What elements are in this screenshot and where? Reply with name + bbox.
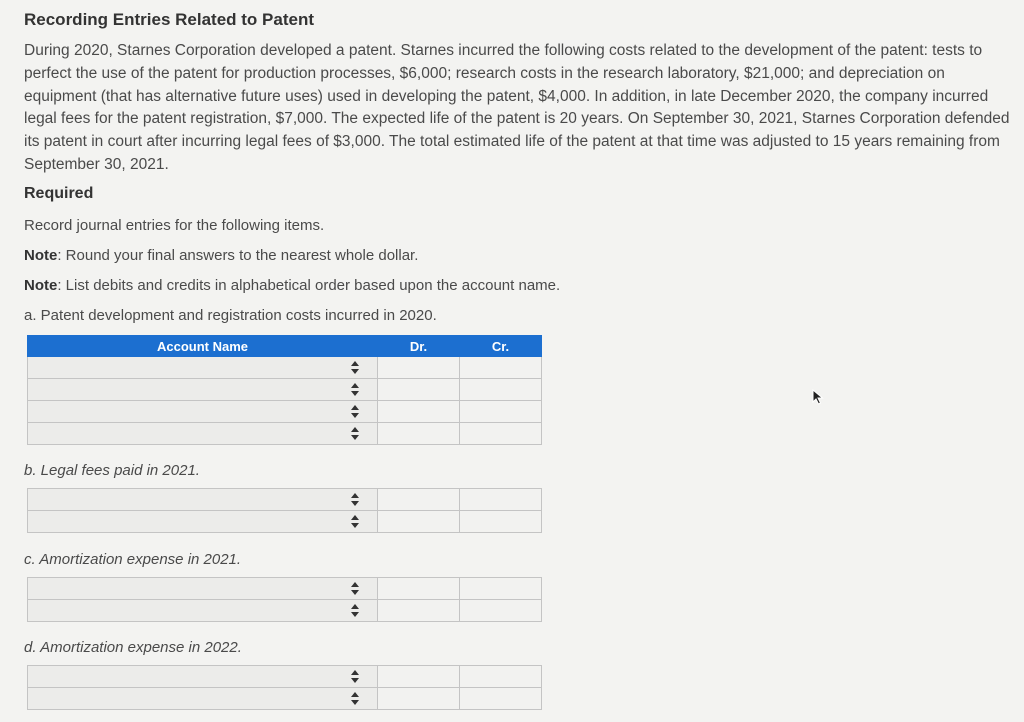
page-title: Recording Entries Related to Patent bbox=[24, 10, 314, 29]
debit-input[interactable] bbox=[378, 511, 460, 533]
up-down-arrows-icon bbox=[351, 361, 359, 374]
debit-header: Dr. bbox=[378, 336, 460, 357]
credit-input[interactable] bbox=[460, 688, 542, 710]
debit-input[interactable] bbox=[378, 489, 460, 511]
table-header-row bbox=[28, 336, 542, 357]
up-down-arrows-icon bbox=[351, 582, 359, 595]
debit-input[interactable] bbox=[378, 379, 460, 401]
debit-input[interactable] bbox=[378, 357, 460, 379]
up-down-arrows-icon bbox=[351, 604, 359, 617]
mouse-pointer-icon bbox=[812, 389, 824, 405]
required-heading: Required bbox=[24, 185, 94, 202]
note-text: : List debits and credits in alphabetical order based upon the account name. bbox=[57, 277, 561, 294]
table-row bbox=[28, 489, 542, 511]
journal-table-b bbox=[27, 488, 542, 533]
instruction-text: Record journal entries for the following items. bbox=[24, 217, 325, 234]
table-row bbox=[28, 511, 542, 533]
table-row bbox=[28, 423, 542, 445]
debit-input[interactable] bbox=[378, 666, 460, 688]
part-d-label: d. Amortization expense in 2022. bbox=[24, 639, 242, 656]
debit-input[interactable] bbox=[378, 401, 460, 423]
credit-input[interactable] bbox=[460, 600, 542, 622]
table-row bbox=[28, 401, 542, 423]
up-down-arrows-icon bbox=[351, 405, 359, 418]
credit-input[interactable] bbox=[460, 489, 542, 511]
credit-input[interactable] bbox=[460, 357, 542, 379]
table-row bbox=[28, 600, 542, 622]
journal-table-c bbox=[27, 577, 542, 622]
journal-table-d bbox=[27, 665, 542, 710]
account-select[interactable] bbox=[28, 489, 378, 511]
part-a-label: a. Patent development and registration costs incurred in 2020. bbox=[24, 307, 437, 324]
account-select[interactable] bbox=[28, 357, 378, 379]
table-row bbox=[28, 666, 542, 688]
up-down-arrows-icon bbox=[351, 383, 359, 396]
note-label: Note bbox=[24, 277, 58, 294]
credit-input[interactable] bbox=[460, 578, 542, 600]
part-b-label: b. Legal fees paid in 2021. bbox=[24, 462, 200, 479]
note-text: : Round your final answers to the nearest whole dollar. bbox=[57, 247, 419, 264]
debit-input[interactable] bbox=[378, 688, 460, 710]
account-select[interactable] bbox=[28, 401, 378, 423]
note-label: Note bbox=[24, 247, 58, 264]
credit-input[interactable] bbox=[460, 511, 542, 533]
table-row bbox=[28, 379, 542, 401]
account-select[interactable] bbox=[28, 578, 378, 600]
account-select[interactable] bbox=[28, 688, 378, 710]
credit-input[interactable] bbox=[460, 379, 542, 401]
account-name-header: Account Name bbox=[28, 336, 378, 357]
credit-input[interactable] bbox=[460, 423, 542, 445]
part-c-label: c. Amortization expense in 2021. bbox=[24, 551, 242, 568]
up-down-arrows-icon bbox=[351, 670, 359, 683]
table-row bbox=[28, 578, 542, 600]
debit-input[interactable] bbox=[378, 423, 460, 445]
journal-table-a bbox=[27, 335, 542, 445]
note-round bbox=[24, 247, 418, 264]
credit-header: Cr. bbox=[460, 336, 542, 357]
debit-input[interactable] bbox=[378, 578, 460, 600]
account-select[interactable] bbox=[28, 379, 378, 401]
account-select[interactable] bbox=[28, 423, 378, 445]
up-down-arrows-icon bbox=[351, 493, 359, 506]
account-select[interactable] bbox=[28, 511, 378, 533]
up-down-arrows-icon bbox=[351, 692, 359, 705]
up-down-arrows-icon bbox=[351, 427, 359, 440]
credit-input[interactable] bbox=[460, 401, 542, 423]
account-select[interactable] bbox=[28, 600, 378, 622]
account-select[interactable] bbox=[28, 666, 378, 688]
note-alphabetical bbox=[24, 277, 560, 294]
problem-description: During 2020, Starnes Corporation developed a patent. Starnes incurred the following costs related to the development of the patent: tests to perfect the use of the patent for production processes, $6,000; research costs in the research laboratory, $21,000; and depreciation on equipment (that has alternative future uses) used in developing the patent, $4,000. In addition, in late December 2020, the company incurred legal fees for the patent registration, $7,000. The expected life of the patent is 20 years. On September 30, 2021, Starnes Corporation defended its patent in court after incurring legal fees of $3,000. The total estimated life of the patent at that time was adjusted to 15 years remaining from September 30, 2021. bbox=[24, 42, 1010, 173]
table-row bbox=[28, 357, 542, 379]
credit-input[interactable] bbox=[460, 666, 542, 688]
up-down-arrows-icon bbox=[351, 515, 359, 528]
table-row bbox=[28, 688, 542, 710]
debit-input[interactable] bbox=[378, 600, 460, 622]
